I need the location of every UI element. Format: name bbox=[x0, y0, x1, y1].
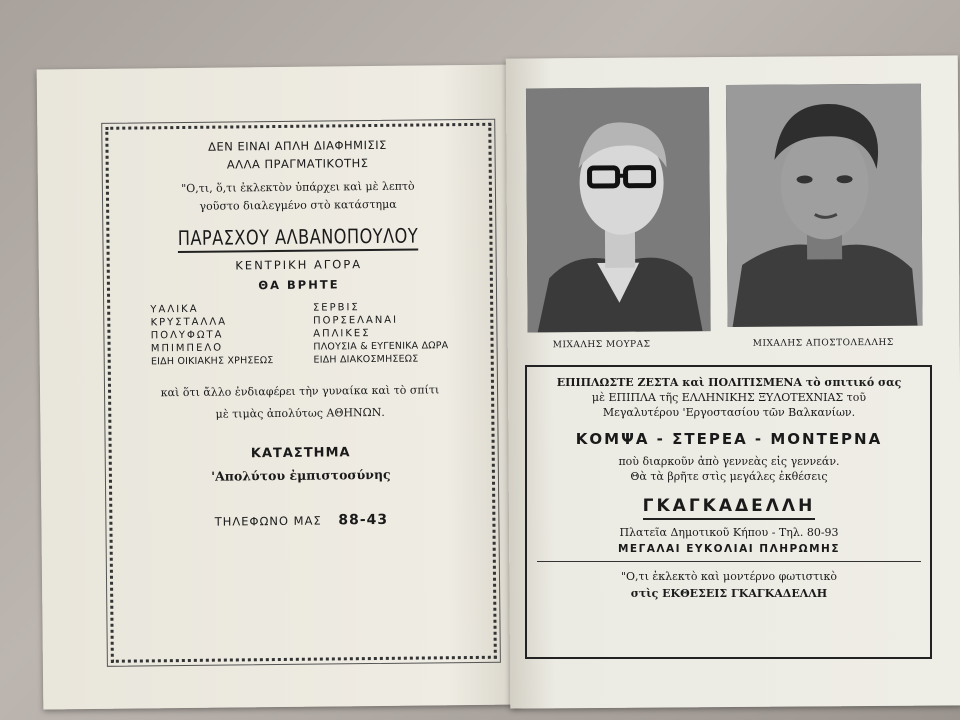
store-address: Πλατεῖα Δημοτικοῦ Κήπου - Τηλ. 80-93 bbox=[619, 526, 839, 539]
list-item: ΣΕΡΒΙΣ bbox=[312, 302, 360, 314]
list-item: ΕΙΔΗ ΟΙΚΙΑΚΗΣ ΧΡΗΣΕΩΣ bbox=[150, 355, 274, 368]
ad-headline-2: ΑΛΛΑ ΠΡΑΓΜΑΤΙΚΟΤΗΣ bbox=[226, 156, 369, 172]
ad-text-7: στὶς ΕΚΘΕΣΕΙΣ ΓΚΑΓΚΑΔΕΛΛΗ bbox=[630, 587, 828, 600]
gkagkadelli-advertisement bbox=[525, 365, 932, 659]
albanopoulos-advertisement bbox=[107, 135, 491, 531]
list-item: ΚΡΥΣΤΑΛΛΑ bbox=[150, 316, 228, 329]
ad-text-4: μὲ τιμὰς ἀπολύτως ΑΘΗΝΩΝ. bbox=[215, 405, 385, 421]
ad-text-2: μὲ ΕΠΙΠΛΑ τῆς ΕΛΛΗΝΙΚΗΣ ΞΥΛΟΤΕΧΝΙΑΣ τοῦ bbox=[591, 391, 867, 404]
phone-number: 88-43 bbox=[338, 511, 389, 529]
ad-headline-1: ΔΕΝ ΕΙΝΑΙ ΑΠΛΗ ΔΙΑΦΗΜΙΣΙΣ bbox=[208, 137, 387, 154]
ad-text-2: γοῦστο διαλεγμένο στὸ κατάστημα bbox=[199, 197, 397, 213]
trust-slogan: 'Απολύτου ἐμπιστοσύνης bbox=[211, 466, 391, 484]
ad-headline: ΚΟΜΨΑ - ΣΤΕΡΕΑ - ΜΟΝΤΕΡΝΑ bbox=[575, 430, 883, 448]
phone-label: ΤΗΛΕΦΩΝΟ ΜΑΣ bbox=[214, 513, 322, 529]
list-item: ΥΑΛΙΚΑ bbox=[150, 303, 199, 316]
product-column-right bbox=[313, 300, 449, 366]
list-item: ΜΠΙΜΠΕΛΟ bbox=[150, 342, 224, 355]
store-label: ΚΑΤΑΣΤΗΜΑ bbox=[250, 445, 351, 462]
portrait-photo-mouras bbox=[526, 87, 711, 332]
ad-text-1: "Ο,τι, ὅ,τι ἐκλεκτὸν ὑπάρχει καὶ μὲ λεπτὸ bbox=[181, 179, 415, 196]
portrait-photo-apostolellis bbox=[726, 84, 923, 327]
payment-terms: ΜΕΓΑΛΑΙ ΕΥΚΟΛΙΑΙ ΠΛΗΡΩΜΗΣ bbox=[537, 543, 921, 562]
list-item: ΕΙΔΗ ΔΙΑΚΟΣΜΗΣΕΩΣ bbox=[313, 353, 419, 366]
find-heading: ΘΑ ΒΡΗΤΕ bbox=[258, 277, 340, 293]
open-booklet bbox=[40, 55, 960, 720]
ad-text-4: ποὺ διαρκοῦν ἀπὸ γεννεὰς εἰς γεννεάν. bbox=[618, 455, 840, 468]
store-name: ΠΑΡΑΣΧΟΥ ΑΛΒΑΝΟΠΟΥΛΟΥ bbox=[178, 224, 419, 254]
list-item: ΠΛΟΥΣΙΑ & ΕΥΓΕΝΙΚΑ ΔΩΡΑ bbox=[313, 340, 449, 353]
list-item: ΠΟΡΣΕΛΑΝΑΙ bbox=[313, 314, 399, 327]
ad-text-5: Θὰ τὰ βρῆτε στὶς μεγάλες ἐκθέσεις bbox=[630, 470, 828, 483]
caption-mouras: ΜΙΧΑΛΗΣ ΜΟΥΡΑΣ bbox=[552, 339, 651, 351]
ad-text-3: Μεγαλυτέρου 'Εργοστασίου τῶν Βαλκανίων. bbox=[602, 406, 856, 419]
store-location: ΚΕΝΤΡΙΚΗ ΑΓΟΡΑ bbox=[235, 257, 363, 273]
ad-text-3: καὶ ὅτι ἄλλο ἐνδιαφέρει τὴν γυναίκα καὶ τὸ σπίτι bbox=[160, 383, 440, 400]
product-column-left bbox=[150, 302, 273, 368]
ad-text-6: "Ο,τι ἐκλεκτὸ καὶ μοντέρνο φωτιστικὸ bbox=[620, 570, 838, 583]
brand-name: ΓΚΑΓΚΑΔΕΛΛΗ bbox=[643, 496, 816, 520]
list-item: ΑΠΛΙΚΕΣ bbox=[313, 328, 371, 340]
caption-apostolellis: ΜΙΧΑΛΗΣ ΑΠΟΣΤΟΛΕΛΛΗΣ bbox=[752, 337, 894, 349]
ad-text-1: ΕΠΙΠΛΩΣΤΕ ΖΕΣΤΑ καὶ ΠΟΛΙΤΙΣΜΕΝΑ τὸ σπιτικό σας bbox=[556, 376, 902, 389]
left-page bbox=[37, 65, 522, 710]
product-list bbox=[109, 300, 490, 369]
list-item: ΠΟΛΥΦΩΤΑ bbox=[150, 329, 224, 342]
